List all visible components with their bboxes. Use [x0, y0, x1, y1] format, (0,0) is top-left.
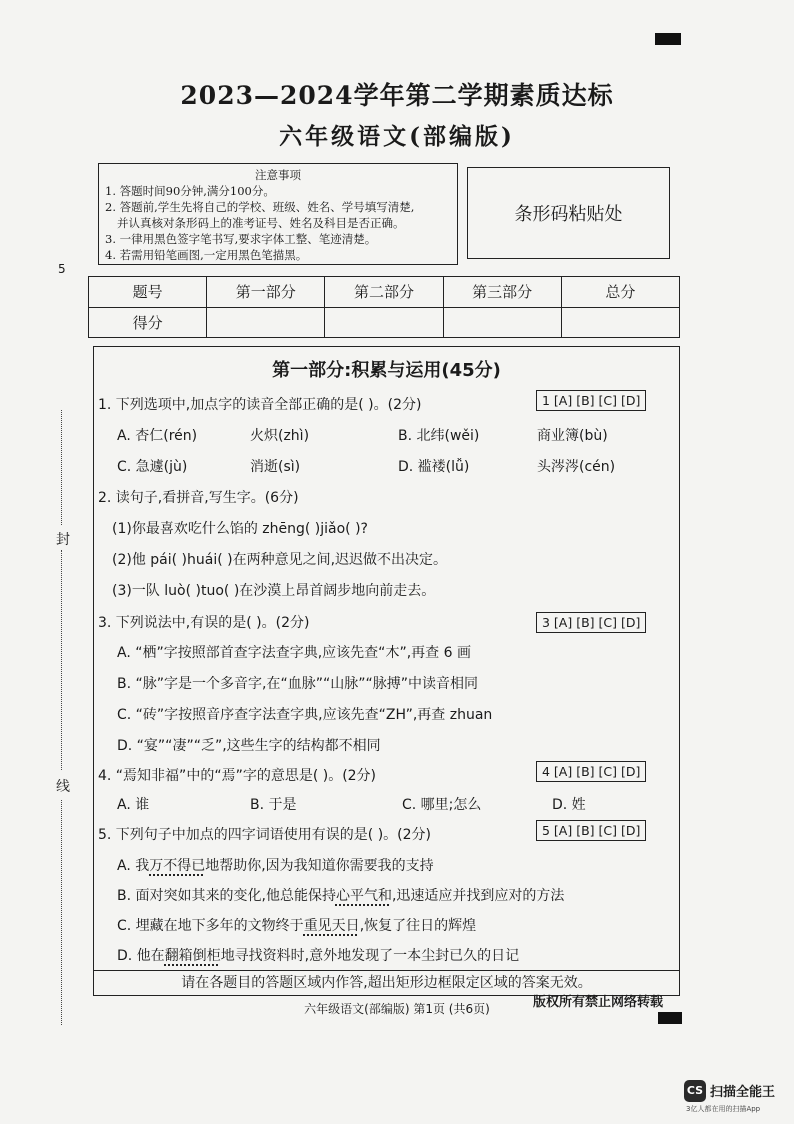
- q5-option-a: [117, 855, 434, 875]
- option-c-2: 消逝(sì): [250, 459, 301, 475]
- option-b-2: 商业簿(bù): [537, 428, 608, 444]
- q5-option-c: [117, 915, 476, 935]
- q3-option-a: A. “栖”字按照部首查字法查字典,应该先查“木”,再查 6 画: [117, 645, 471, 661]
- exam-title: 2023—2024学年第二学期素质达标: [180, 81, 614, 110]
- q5-d-pre: D. 他在: [117, 948, 165, 964]
- score-row-label: 得分: [89, 307, 207, 338]
- notice-item: 2. 答题前,学生先将自己的学校、班级、姓名、学号填写清楚,: [105, 200, 415, 214]
- q3-option-d: D. “宴”“凄”“乏”,这些生字的结构都不相同: [117, 738, 381, 754]
- q5-c-pre: C. 埋藏在地下多年的文物终于: [117, 918, 304, 934]
- exam-subtitle: 六年级语文(部编版): [279, 123, 515, 150]
- q5-option-b: [117, 885, 564, 905]
- notice-item: 1. 答题时间90分钟,满分100分。: [105, 184, 275, 198]
- scanner-brand-tagline: 3亿人都在用的扫描App: [686, 1105, 761, 1113]
- score-header: 题号: [89, 277, 207, 308]
- score-header: 第三部分: [443, 277, 561, 308]
- page-number: 六年级语文(部编版) 第1页 (共6页): [304, 1002, 490, 1016]
- answer-choice-box[interactable]: 5 [A] [B] [C] [D]: [536, 820, 646, 841]
- binding-line-mid: [61, 550, 62, 770]
- q5-c-post: ,恢复了往日的辉煌: [359, 918, 477, 934]
- question-stem: 5. 下列句子中加点的四字词语使用有误的是( )。(2分): [98, 827, 432, 843]
- notice-item: 并认真核对条形码上的准考证号、姓名及科目是否正确。: [117, 216, 405, 230]
- notice-box: [98, 163, 458, 265]
- question-stem: 3. 下列说法中,有误的是( )。(2分): [98, 615, 310, 631]
- notice-item: 3. 一律用黑色签字笔书写,要求字体工整、笔迹清楚。: [105, 232, 377, 246]
- score-cell[interactable]: [561, 307, 679, 338]
- side-mark-top: 5: [58, 262, 66, 276]
- binding-line-bottom: [61, 800, 62, 1025]
- section-title: 第一部分:积累与运用(45分): [272, 360, 501, 381]
- q5-c-idiom: 重见天日: [303, 918, 360, 934]
- q4-option-c: C. 哪里;怎么: [402, 797, 482, 813]
- q2-sentence-1: (1)你最喜欢吃什么馅的 zhēng( )jiǎo( )?: [112, 521, 368, 537]
- scanner-brand-name: 扫描全能王: [710, 1085, 776, 1100]
- copyright-notice: 版权所有禁止网络转载: [533, 995, 664, 1010]
- score-table: [88, 276, 680, 338]
- scanner-logo-icon: CS: [684, 1080, 706, 1102]
- score-cell[interactable]: [207, 307, 325, 338]
- q5-d-idiom: 翻箱倒柜: [164, 948, 221, 964]
- notice-title: 注意事项: [255, 168, 301, 182]
- option-c-1: C. 急遽(jù): [117, 459, 188, 475]
- question-stem: 1. 下列选项中,加点字的读音全部正确的是( )。(2分): [98, 397, 422, 413]
- q5-d-post: 地寻找资料时,意外地发现了一本尘封已久的日记: [220, 948, 520, 964]
- binding-line-top: [61, 410, 62, 525]
- answer-choice-box[interactable]: 3 [A] [B] [C] [D]: [536, 612, 646, 633]
- side-mark-seal: 封: [56, 532, 70, 548]
- q4-option-d: D. 姓: [552, 797, 586, 813]
- score-cell[interactable]: [325, 307, 443, 338]
- q5-b-idiom: 心平气和: [335, 888, 392, 904]
- score-header: 第一部分: [207, 277, 325, 308]
- side-mark-line: 线: [56, 779, 70, 795]
- q5-a-post: 地帮助你,因为我知道你需要我的支持: [205, 858, 434, 874]
- q2-sentence-2: (2)他 pái( )huái( )在两种意见之间,迟迟做不出决定。: [112, 552, 448, 568]
- answer-choice-box[interactable]: 1 [A] [B] [C] [D]: [536, 390, 646, 411]
- q4-option-b: B. 于是: [250, 797, 297, 813]
- q5-b-pre: B. 面对突如其来的变化,他总能保持: [117, 888, 336, 904]
- q3-option-b: B. “脉”字是一个多音字,在“血脉”“山脉”“脉搏”中读音相同: [117, 676, 478, 692]
- q4-option-a: A. 谁: [117, 797, 150, 813]
- question-stem: 4. “焉知非福”中的“焉”字的意思是( )。(2分): [98, 768, 377, 784]
- barcode-area: [467, 167, 670, 259]
- score-header: 总分: [561, 277, 679, 308]
- q2-sentence-3: (3)一队 luò( )tuo( )在沙漠上昂首阔步地向前走去。: [112, 583, 436, 599]
- q5-b-post: ,迅速适应并找到应对的方法: [391, 888, 565, 904]
- answer-area-warning: 请在各题目的答题区域内作答,超出矩形边框限定区域的答案无效。: [93, 970, 680, 997]
- option-a-2: 火炽(zhì): [250, 428, 310, 444]
- option-a-1: A. 杏仁(rén): [117, 428, 198, 444]
- answer-choice-box[interactable]: 4 [A] [B] [C] [D]: [536, 761, 646, 782]
- option-d-1: D. 褴褛(lǚ): [398, 459, 470, 475]
- option-b-1: B. 北纬(wěi): [398, 428, 480, 444]
- option-d-2: 头涔涔(cén): [537, 459, 616, 475]
- q3-option-c: C. “砖”字按照音序查字法查字典,应该先查“ZH”,再查 zhuan: [117, 707, 493, 723]
- notice-item: 4. 若需用铅笔画图,一定用黑色笔描黑。: [105, 248, 308, 262]
- q5-a-idiom: 万不得已: [149, 858, 206, 874]
- score-header: 第二部分: [325, 277, 443, 308]
- score-cell[interactable]: [443, 307, 561, 338]
- question-stem: 2. 读句子,看拼音,写生字。(6分): [98, 490, 299, 506]
- registration-mark-top: [655, 33, 681, 45]
- q5-a-pre: A. 我: [117, 858, 150, 874]
- q5-option-d: [117, 945, 519, 965]
- barcode-label: 条形码粘贴处: [514, 204, 623, 225]
